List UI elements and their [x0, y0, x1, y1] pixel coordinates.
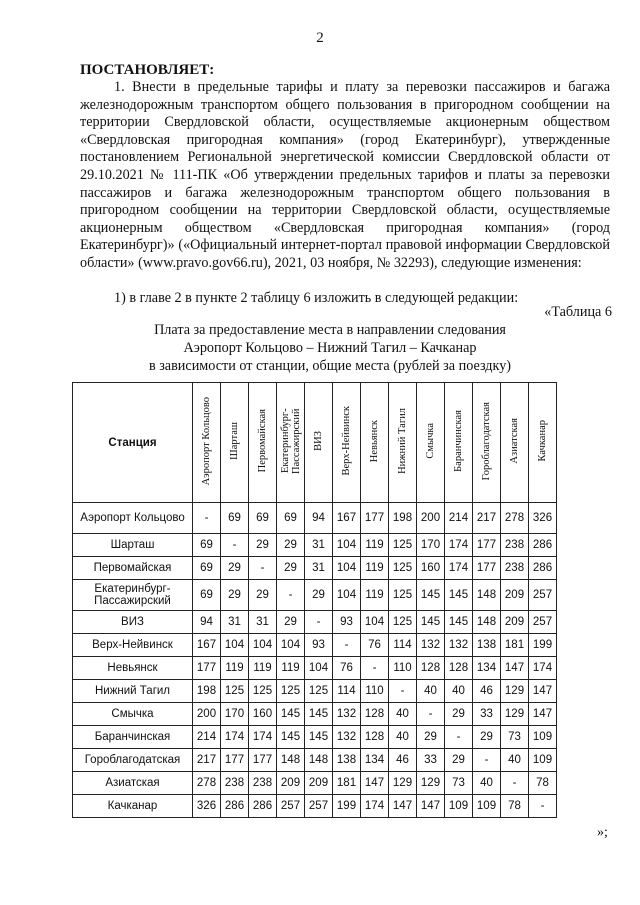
table-cell: 174: [361, 795, 389, 818]
column-header: [277, 383, 305, 503]
table-cell: -: [221, 534, 249, 557]
table-cell: 132: [417, 634, 445, 657]
column-header: [305, 383, 333, 503]
table-cell: 73: [445, 772, 473, 795]
table-cell: 125: [389, 580, 417, 611]
column-header-label: Невьянск: [369, 419, 380, 463]
table-cell: 177: [473, 557, 501, 580]
table-cell: 93: [333, 611, 361, 634]
table-cell: 109: [445, 795, 473, 818]
table-cell: -: [473, 749, 501, 772]
tariff-table: [72, 382, 557, 818]
table-cell: -: [249, 557, 277, 580]
table-cell: 147: [389, 795, 417, 818]
table-row: [73, 795, 557, 818]
table-cell: 119: [361, 557, 389, 580]
table-cell: 40: [389, 703, 417, 726]
table-cell: 145: [305, 703, 333, 726]
table-title-line-2: Аэропорт Кольцово – Нижний Тагил – Качканар: [183, 339, 477, 356]
table-cell: 29: [221, 580, 249, 611]
table-cell: 119: [249, 657, 277, 680]
column-header: [361, 383, 389, 503]
column-header-label: Нижний Тагил: [397, 408, 408, 474]
table-cell: 114: [389, 634, 417, 657]
table-cell: 132: [333, 703, 361, 726]
table-cell: 33: [473, 703, 501, 726]
table-cell: 132: [333, 726, 361, 749]
table-cell: 93: [305, 634, 333, 657]
table-cell: 167: [333, 503, 361, 534]
decree-paragraph-2: 1) в главе 2 в пункте 2 таблицу 6 изложить в следующей редакции:: [114, 290, 519, 306]
table-row: [73, 580, 557, 611]
table-cell: 214: [445, 503, 473, 534]
table-cell: 200: [417, 503, 445, 534]
table-cell: 128: [361, 703, 389, 726]
table-cell: 110: [389, 657, 417, 680]
table-cell: 29: [445, 749, 473, 772]
table-cell: 217: [473, 503, 501, 534]
row-station-label: Аэропорт Кольцово: [73, 503, 193, 534]
row-station-label: Шарташ: [73, 534, 193, 557]
table-cell: 209: [277, 772, 305, 795]
table-cell: 147: [529, 680, 557, 703]
table-cell: 145: [277, 726, 305, 749]
table-cell: 76: [333, 657, 361, 680]
table-row: [73, 703, 557, 726]
table-cell: 29: [473, 726, 501, 749]
column-header-label: ВИЗ: [313, 431, 324, 451]
table-cell: 69: [193, 534, 221, 557]
table-cell: 209: [305, 772, 333, 795]
table-cell: 217: [193, 749, 221, 772]
column-header: [473, 383, 501, 503]
station-column-header: Станция: [73, 383, 193, 503]
column-header-label: Смычка: [425, 423, 436, 459]
table-cell: 104: [333, 580, 361, 611]
column-header-label: Качканар: [537, 420, 548, 462]
table-cell: 40: [417, 680, 445, 703]
table-cell: 148: [277, 749, 305, 772]
table-cell: -: [305, 611, 333, 634]
table-cell: 125: [389, 534, 417, 557]
row-station-label: Верх-Нейвинск: [73, 634, 193, 657]
table-body: [73, 503, 557, 818]
table-cell: 209: [501, 580, 529, 611]
table-cell: 33: [417, 749, 445, 772]
table-cell: 145: [305, 726, 333, 749]
table-title-line-1: Плата за предоставление места в направлении следования: [154, 322, 506, 338]
table-cell: 167: [193, 634, 221, 657]
table-cell: 129: [501, 703, 529, 726]
table-cell: 177: [473, 534, 501, 557]
table-cell: 177: [221, 749, 249, 772]
table-cell: 119: [277, 657, 305, 680]
table-cell: 31: [305, 557, 333, 580]
table-cell: -: [277, 580, 305, 611]
table-cell: 29: [305, 580, 333, 611]
table-cell: 128: [445, 657, 473, 680]
table-cell: 238: [501, 534, 529, 557]
table-cell: 147: [501, 657, 529, 680]
table-cell: 286: [249, 795, 277, 818]
table-cell: 114: [333, 680, 361, 703]
decree-paragraph-1: 1. Внести в предельные тарифы и плату за перевозки пассажиров и багажа железнодорожным транспортом общего пользования в пригородном сообщении на территории Свердловской области, осуществляемые акционерным обществом «Свердловская пригородная компания» (город Екатеринбург), утвержденные постановлением Региональной энергетической комиссии Свердловской области от 29.10.2021 № 111-ПК «Об утверждении предельных тарифов и платы за перевозки пассажиров и багажа железнодорожным транспортом общего пользования в пригородном сообщении на территории Свердловской области, осуществляемые акционерным обществом «Свердловская пригородная компания» (город Екатеринбург)» («Официальный интернет-портал правовой информации Свердловской области» (www.pravo.gov66.ru), 2021, 03 ноября, № 32293), следующие изменения:: [80, 79, 610, 271]
closing-mark: »;: [597, 825, 608, 840]
table-cell: 31: [305, 534, 333, 557]
table-row: [73, 503, 557, 534]
table-cell: 326: [193, 795, 221, 818]
table-cell: 69: [193, 580, 221, 611]
table-cell: 125: [249, 680, 277, 703]
row-station-label: Азиатская: [73, 772, 193, 795]
table-cell: -: [193, 503, 221, 534]
table-header-row: [73, 383, 557, 503]
table-cell: 46: [473, 680, 501, 703]
table-cell: 238: [221, 772, 249, 795]
table-cell: 69: [277, 503, 305, 534]
decree-heading: ПОСТАНОВЛЯЕТ:: [80, 62, 215, 78]
table-cell: 138: [473, 634, 501, 657]
table-title-line-3: в зависимости от станции, общие места (рублей за поездку): [148, 357, 512, 374]
table-cell: 125: [389, 557, 417, 580]
table-cell: 145: [445, 580, 473, 611]
column-header-label: Аэропорт Кольцово: [201, 396, 212, 486]
table-cell: 257: [305, 795, 333, 818]
table-cell: 129: [389, 772, 417, 795]
table-cell: 94: [193, 611, 221, 634]
table-cell: 76: [361, 634, 389, 657]
table-cell: 199: [529, 634, 557, 657]
table-caption: «Таблица 6: [544, 304, 612, 320]
table-cell: 109: [529, 749, 557, 772]
table-cell: 40: [473, 772, 501, 795]
table-cell: 238: [249, 772, 277, 795]
table-cell: 129: [501, 680, 529, 703]
column-header: [333, 383, 361, 503]
table-cell: 138: [333, 749, 361, 772]
table-cell: 29: [277, 534, 305, 557]
row-station-label: Баранчинская: [73, 726, 193, 749]
row-station-label: ВИЗ: [73, 611, 193, 634]
table-cell: 145: [417, 611, 445, 634]
row-station-label: Гороблагодатская: [73, 749, 193, 772]
table-cell: 174: [221, 726, 249, 749]
table-cell: 148: [473, 611, 501, 634]
table-cell: 104: [333, 557, 361, 580]
table-cell: -: [333, 634, 361, 657]
table-cell: 181: [333, 772, 361, 795]
table-cell: 174: [445, 557, 473, 580]
table-row: [73, 534, 557, 557]
table-cell: 147: [361, 772, 389, 795]
table-row: [73, 634, 557, 657]
table-cell: 109: [529, 726, 557, 749]
table-cell: 104: [361, 611, 389, 634]
table-cell: 119: [361, 534, 389, 557]
table-cell: 104: [221, 634, 249, 657]
column-header-label: Екатеринбург-Пассажирский: [279, 408, 302, 474]
table-cell: 29: [417, 726, 445, 749]
table-cell: 31: [249, 611, 277, 634]
table-cell: 177: [193, 657, 221, 680]
column-header-label: Шарташ: [229, 422, 240, 460]
table-cell: 286: [529, 534, 557, 557]
table-row: [73, 749, 557, 772]
table-cell: 31: [221, 611, 249, 634]
table-cell: 125: [221, 680, 249, 703]
table-row: [73, 611, 557, 634]
table-cell: 128: [361, 726, 389, 749]
table-cell: 160: [249, 703, 277, 726]
table-cell: 174: [249, 726, 277, 749]
table-cell: 326: [529, 503, 557, 534]
table-cell: 29: [249, 580, 277, 611]
column-header: [389, 383, 417, 503]
column-header: [193, 383, 221, 503]
table-cell: 200: [193, 703, 221, 726]
page-number: 2: [316, 30, 324, 46]
table-cell: 29: [445, 703, 473, 726]
table-cell: 214: [193, 726, 221, 749]
table-cell: 278: [501, 503, 529, 534]
table-cell: 170: [417, 534, 445, 557]
table-cell: 29: [277, 557, 305, 580]
table-cell: 46: [389, 749, 417, 772]
table-cell: 73: [501, 726, 529, 749]
table-cell: 181: [501, 634, 529, 657]
table-cell: 286: [221, 795, 249, 818]
table-cell: 257: [529, 580, 557, 611]
table-cell: 199: [333, 795, 361, 818]
table-cell: 134: [473, 657, 501, 680]
column-header: [221, 383, 249, 503]
table-cell: 174: [445, 534, 473, 557]
column-header: [417, 383, 445, 503]
row-station-label: Невьянск: [73, 657, 193, 680]
table-cell: 238: [501, 557, 529, 580]
row-station-label: Первомайская: [73, 557, 193, 580]
table-cell: 198: [193, 680, 221, 703]
table-cell: 69: [193, 557, 221, 580]
row-station-label: Нижний Тагил: [73, 680, 193, 703]
table-row: [73, 772, 557, 795]
table-cell: 134: [361, 749, 389, 772]
table-cell: 29: [221, 557, 249, 580]
table-cell: 174: [529, 657, 557, 680]
table-cell: 40: [501, 749, 529, 772]
table-cell: 104: [249, 634, 277, 657]
table-cell: 104: [305, 657, 333, 680]
table-cell: 129: [417, 772, 445, 795]
table-cell: 145: [445, 611, 473, 634]
table-cell: -: [445, 726, 473, 749]
column-header: [445, 383, 473, 503]
column-header: [501, 383, 529, 503]
table-cell: 147: [417, 795, 445, 818]
table-cell: 177: [249, 749, 277, 772]
column-header-label: Баранчинская: [453, 410, 464, 472]
table-cell: 170: [221, 703, 249, 726]
table-cell: 29: [277, 611, 305, 634]
table-cell: 145: [417, 580, 445, 611]
table-cell: -: [501, 772, 529, 795]
row-station-label: Качканар: [73, 795, 193, 818]
table-cell: 40: [445, 680, 473, 703]
table-cell: 160: [417, 557, 445, 580]
table-cell: 132: [445, 634, 473, 657]
table-cell: 257: [529, 611, 557, 634]
table-cell: 110: [361, 680, 389, 703]
table-cell: 94: [305, 503, 333, 534]
table-cell: 278: [193, 772, 221, 795]
table-cell: 286: [529, 557, 557, 580]
table-row: [73, 726, 557, 749]
table-title: [60, 322, 600, 375]
table-cell: 177: [361, 503, 389, 534]
column-header: [529, 383, 557, 503]
table-cell: 198: [389, 503, 417, 534]
table-row: [73, 680, 557, 703]
table-cell: -: [361, 657, 389, 680]
table-row: [73, 657, 557, 680]
row-station-label: Смычка: [73, 703, 193, 726]
table-cell: 125: [389, 611, 417, 634]
table-cell: 125: [305, 680, 333, 703]
table-cell: 78: [501, 795, 529, 818]
table-cell: -: [529, 795, 557, 818]
table-cell: -: [389, 680, 417, 703]
table-row: [73, 557, 557, 580]
table-cell: 125: [277, 680, 305, 703]
table-cell: 148: [305, 749, 333, 772]
table-cell: 128: [417, 657, 445, 680]
table-cell: 119: [361, 580, 389, 611]
table-cell: -: [417, 703, 445, 726]
row-station-label: Екатеринбург-Пассажирский: [73, 580, 193, 611]
table-cell: 119: [221, 657, 249, 680]
table-cell: 78: [529, 772, 557, 795]
table-cell: 69: [249, 503, 277, 534]
column-header-label: Верх-Нейвинск: [341, 406, 352, 476]
column-header-label: Гороблагодатская: [481, 401, 492, 481]
table-cell: 145: [277, 703, 305, 726]
column-header: [249, 383, 277, 503]
column-header-label: Азиатская: [509, 418, 520, 464]
table-cell: 104: [277, 634, 305, 657]
table-cell: 104: [333, 534, 361, 557]
table-cell: 29: [249, 534, 277, 557]
table-cell: 257: [277, 795, 305, 818]
table-cell: 69: [221, 503, 249, 534]
table-cell: 209: [501, 611, 529, 634]
table-cell: 148: [473, 580, 501, 611]
table-cell: 109: [473, 795, 501, 818]
column-header-label: Первомайская: [257, 409, 268, 473]
table-cell: 40: [389, 726, 417, 749]
table-cell: 147: [529, 703, 557, 726]
